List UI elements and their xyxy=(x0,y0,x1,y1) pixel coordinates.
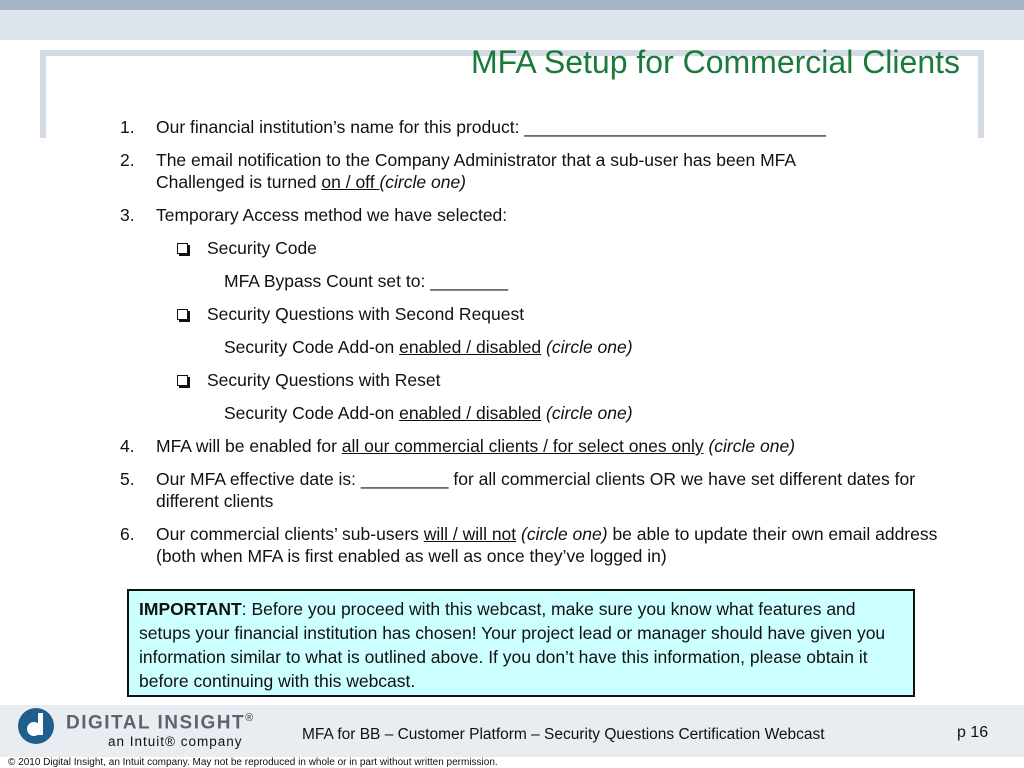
list-item xyxy=(120,523,950,567)
list-item xyxy=(120,204,950,226)
list-item xyxy=(120,435,950,457)
option-detail-text: MFA Bypass Count set to: ________ xyxy=(224,271,509,291)
copyright-notice: © 2010 Digital Insight, an Intuit company. May not be reproduced in whole or in part without written permission. xyxy=(8,757,498,768)
checkbox-icon[interactable] xyxy=(177,243,188,254)
page-number: p 16 xyxy=(957,724,989,741)
checkbox-icon[interactable] xyxy=(177,375,188,386)
item-number: 5. xyxy=(120,469,135,489)
logo-mark-stem xyxy=(38,713,43,735)
logo-tagline: an Intuit® company xyxy=(108,734,243,749)
item-number: 6. xyxy=(120,524,135,544)
choice-text: on / off xyxy=(321,172,380,192)
option-security-questions-second-request xyxy=(120,303,950,325)
logo-name-text: DIGITAL INSIGHT xyxy=(66,712,246,734)
circle-one-note: (circle one) xyxy=(516,524,608,544)
item-number: 2. xyxy=(120,150,135,170)
slide-content xyxy=(120,116,950,578)
important-label: IMPORTANT xyxy=(139,599,242,619)
option-label: Security Questions with Reset xyxy=(207,370,441,390)
item-number: 3. xyxy=(120,205,135,225)
top-bar xyxy=(0,0,1024,10)
option-detail-text: Security Code Add-on xyxy=(224,337,400,357)
circle-one-note: (circle one) xyxy=(703,436,796,456)
list-item xyxy=(120,116,950,138)
slide-title: MFA Setup for Commercial Clients xyxy=(470,44,960,80)
option-label: Security Questions with Second Request xyxy=(207,304,525,324)
item-number: 4. xyxy=(120,436,135,456)
important-text: : Before you proceed with this webcast, make sure you know what features and setups your financial institution has chosen! Your project lead or manager should have given you information similar to what is outlined above. If you don’t have this information, please obtain it before continuing with this webcast. xyxy=(139,599,886,691)
footer-title: MFA for BB – Customer Platform – Security Questions Certification Webcast xyxy=(302,726,825,743)
item-text: Challenged is turned xyxy=(156,172,322,192)
company-logo xyxy=(18,708,258,752)
list-item xyxy=(120,468,950,512)
option-detail xyxy=(120,402,950,424)
item-number: 1. xyxy=(120,117,135,137)
option-security-questions-reset xyxy=(120,369,950,391)
circle-one-note: (circle one) xyxy=(379,172,467,192)
important-notice xyxy=(127,589,915,697)
option-label: Security Code xyxy=(207,238,317,258)
item-text: Our financial institution’s name for this product: _______________________________ xyxy=(156,117,827,137)
checkbox-icon[interactable] xyxy=(177,309,188,320)
circle-one-note: (circle one) xyxy=(541,337,633,357)
item-text: MFA will be enabled for xyxy=(156,436,342,456)
top-band xyxy=(0,10,1024,40)
circle-one-note: (circle one) xyxy=(541,403,633,423)
logo-registered-mark: ® xyxy=(245,712,255,724)
item-text: Our MFA effective date is: _________ for all commercial clients OR we have set different dates for different clients xyxy=(156,469,916,511)
choice-text: enabled / disabled xyxy=(399,403,542,423)
choice-text: enabled / disabled xyxy=(399,337,542,357)
choice-text: will / will not xyxy=(423,524,517,544)
logo-mark-icon xyxy=(18,708,54,744)
logo-name xyxy=(66,712,255,734)
option-detail xyxy=(120,270,950,292)
choice-text: all our commercial clients / for select ones only xyxy=(341,436,704,456)
option-detail-text: Security Code Add-on xyxy=(224,403,400,423)
item-text: Temporary Access method we have selected: xyxy=(156,205,508,225)
item-text: Our commercial clients’ sub-users xyxy=(156,524,424,544)
item-text: The email notification to the Company Administrator that a sub-user has been MFA xyxy=(156,150,797,170)
option-detail xyxy=(120,336,950,358)
item-text: be able to update their own email address (both when MFA is first enabled as well as once they’ve logged in) xyxy=(156,524,938,566)
option-security-code xyxy=(120,237,950,259)
list-item xyxy=(120,149,950,193)
